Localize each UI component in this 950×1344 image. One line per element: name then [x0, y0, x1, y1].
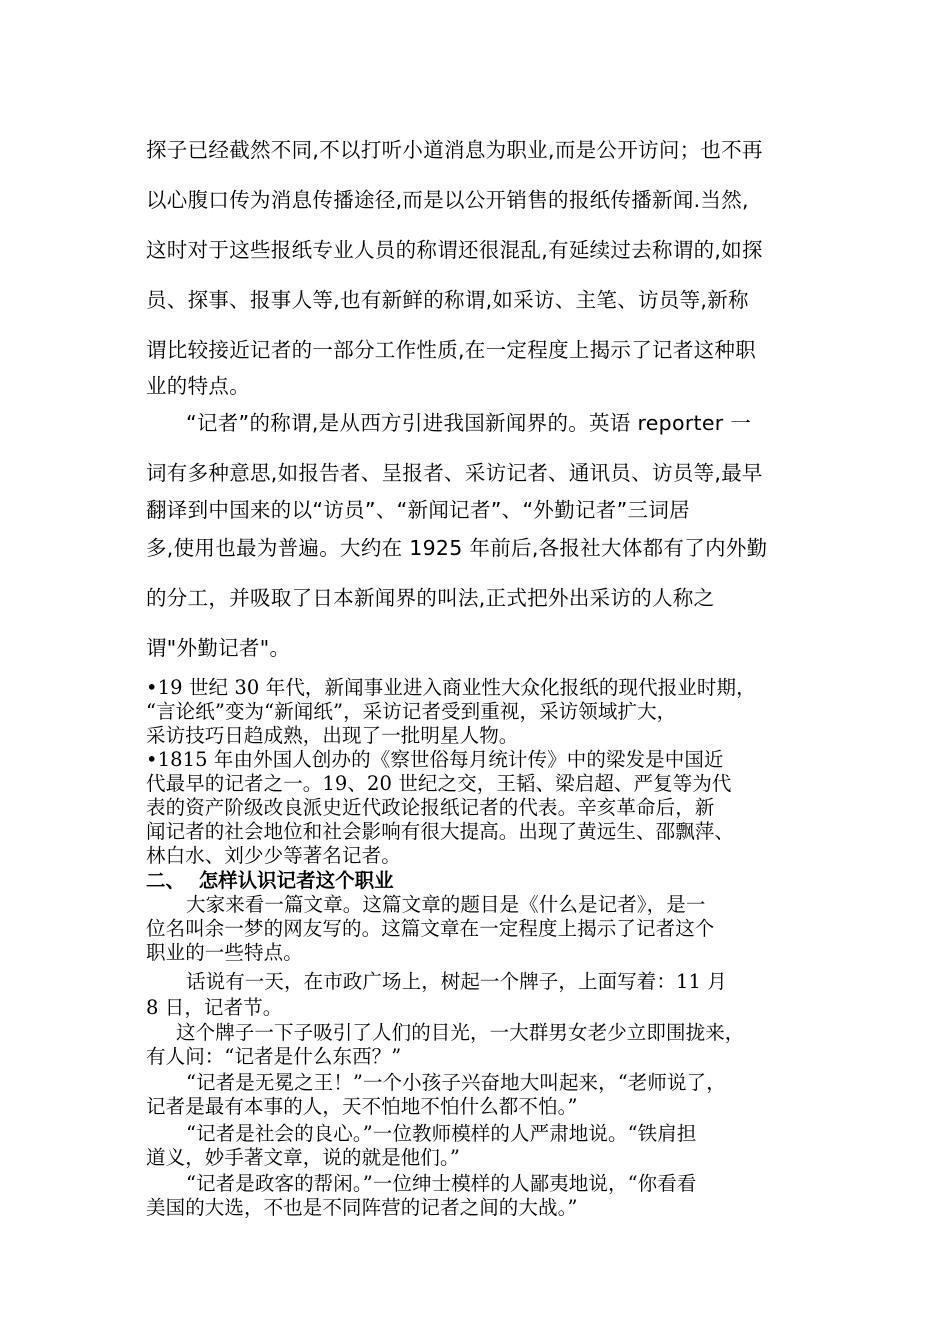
text-line: 业的特点。	[146, 374, 250, 398]
list-item: •1815 年由外国人创办的《察世俗每月统计传》中的梁发是中国近	[146, 748, 724, 771]
list-item: •19 世纪 30 年代，新闻事业进入商业性大众化报纸的现代报业时期，	[146, 676, 756, 699]
text-line: “记者”的称谓,是从西方引进我国新闻界的。英语 reporter 一	[186, 411, 752, 435]
text-line: 这时对于这些报纸专业人员的称谓还很混乱,有延续过去称谓的,如探	[146, 238, 763, 262]
text-line: 多,使用也最为普遍。大约在 1925 年前后,各报社大体都有了内外勤	[146, 536, 768, 560]
text-line: “言论纸”变为“新闻纸”，采访记者受到重视，采访领域扩大，	[146, 700, 677, 723]
text-line: “记者是无冕之王！”一个小孩子兴奋地大叫起来，“老师说了，	[186, 1071, 726, 1094]
text-line: “记者是社会的良心。”一位教师模样的人严肃地说。“铁肩担	[186, 1122, 697, 1145]
text-line: 词有多种意思,如报告者、呈报者、采访记者、通讯员、访员等,最早	[146, 461, 763, 485]
text-line: 探子已经截然不同,不以打听小道消息为职业,而是公开访问；也不再	[146, 138, 763, 162]
text-line: 这个牌子一下子吸引了人们的目光，一大群男女老少立即围拢来，	[176, 1021, 745, 1044]
text-line: 位名叫余一梦的网友写的。这篇文章在一定程度上揭示了记者这个	[146, 917, 715, 940]
text-line: 谓"外勤记者"。	[146, 636, 291, 660]
text-line: 职业的一些特点。	[146, 941, 303, 964]
text-line: 员、探事、报事人等,也有新鲜的称谓,如采访、主笔、访员等,新称	[146, 288, 749, 312]
text-line: 有人问：“记者是什么东西？”	[146, 1045, 402, 1068]
text-line: 林白水、刘少少等著名记者。	[146, 844, 401, 867]
text-line: 美国的大选，不也是不同阵营的记者之间的大战。”	[146, 1196, 578, 1219]
text-line: “记者是政客的帮闲。”一位绅士模样的人鄙夷地说，“你看看	[186, 1172, 697, 1195]
text-line: 以心腹口传为消息传播途径,而是以公开销售的报纸传播新闻.当然,	[146, 188, 749, 212]
text-line: 话说有一天，在市政广场上，树起一个牌子，上面写着：11 月	[186, 970, 727, 993]
text-line: 翻译到中国来的以“访员”、“新闻记者”、“外勤记者”三词居	[146, 498, 690, 522]
text-line: 8 日，记者节。	[146, 996, 283, 1019]
section-heading: 二、 怎样认识记者这个职业	[146, 869, 394, 892]
text-line: 采访技巧日趋成熟，出现了一批明星人物。	[146, 724, 519, 747]
text-line: 道义，妙手著文章，说的就是他们。”	[146, 1146, 460, 1169]
text-line: 记者是最有本事的人，天不怕地不怕什么都不怕。”	[146, 1095, 578, 1118]
text-line: 的分工，并吸取了日本新闻界的叫法,正式把外出采访的人称之	[146, 586, 715, 610]
text-line: 谓比较接近记者的一部分工作性质,在一定程度上揭示了记者这种职	[146, 338, 757, 362]
text-line: 代最早的记者之一。19、20 世纪之交，王韬、梁启超、严复等为代	[146, 772, 732, 795]
text-line: 闻记者的社会地位和社会影响有很大提高。出现了黄远生、邵飘萍、	[146, 820, 735, 843]
text-line: 表的资产阶级改良派史近代政论报纸记者的代表。辛亥革命后，新	[146, 796, 715, 819]
text-line: 大家来看一篇文章。这篇文章的题目是《什么是记者》，是一	[186, 893, 706, 916]
